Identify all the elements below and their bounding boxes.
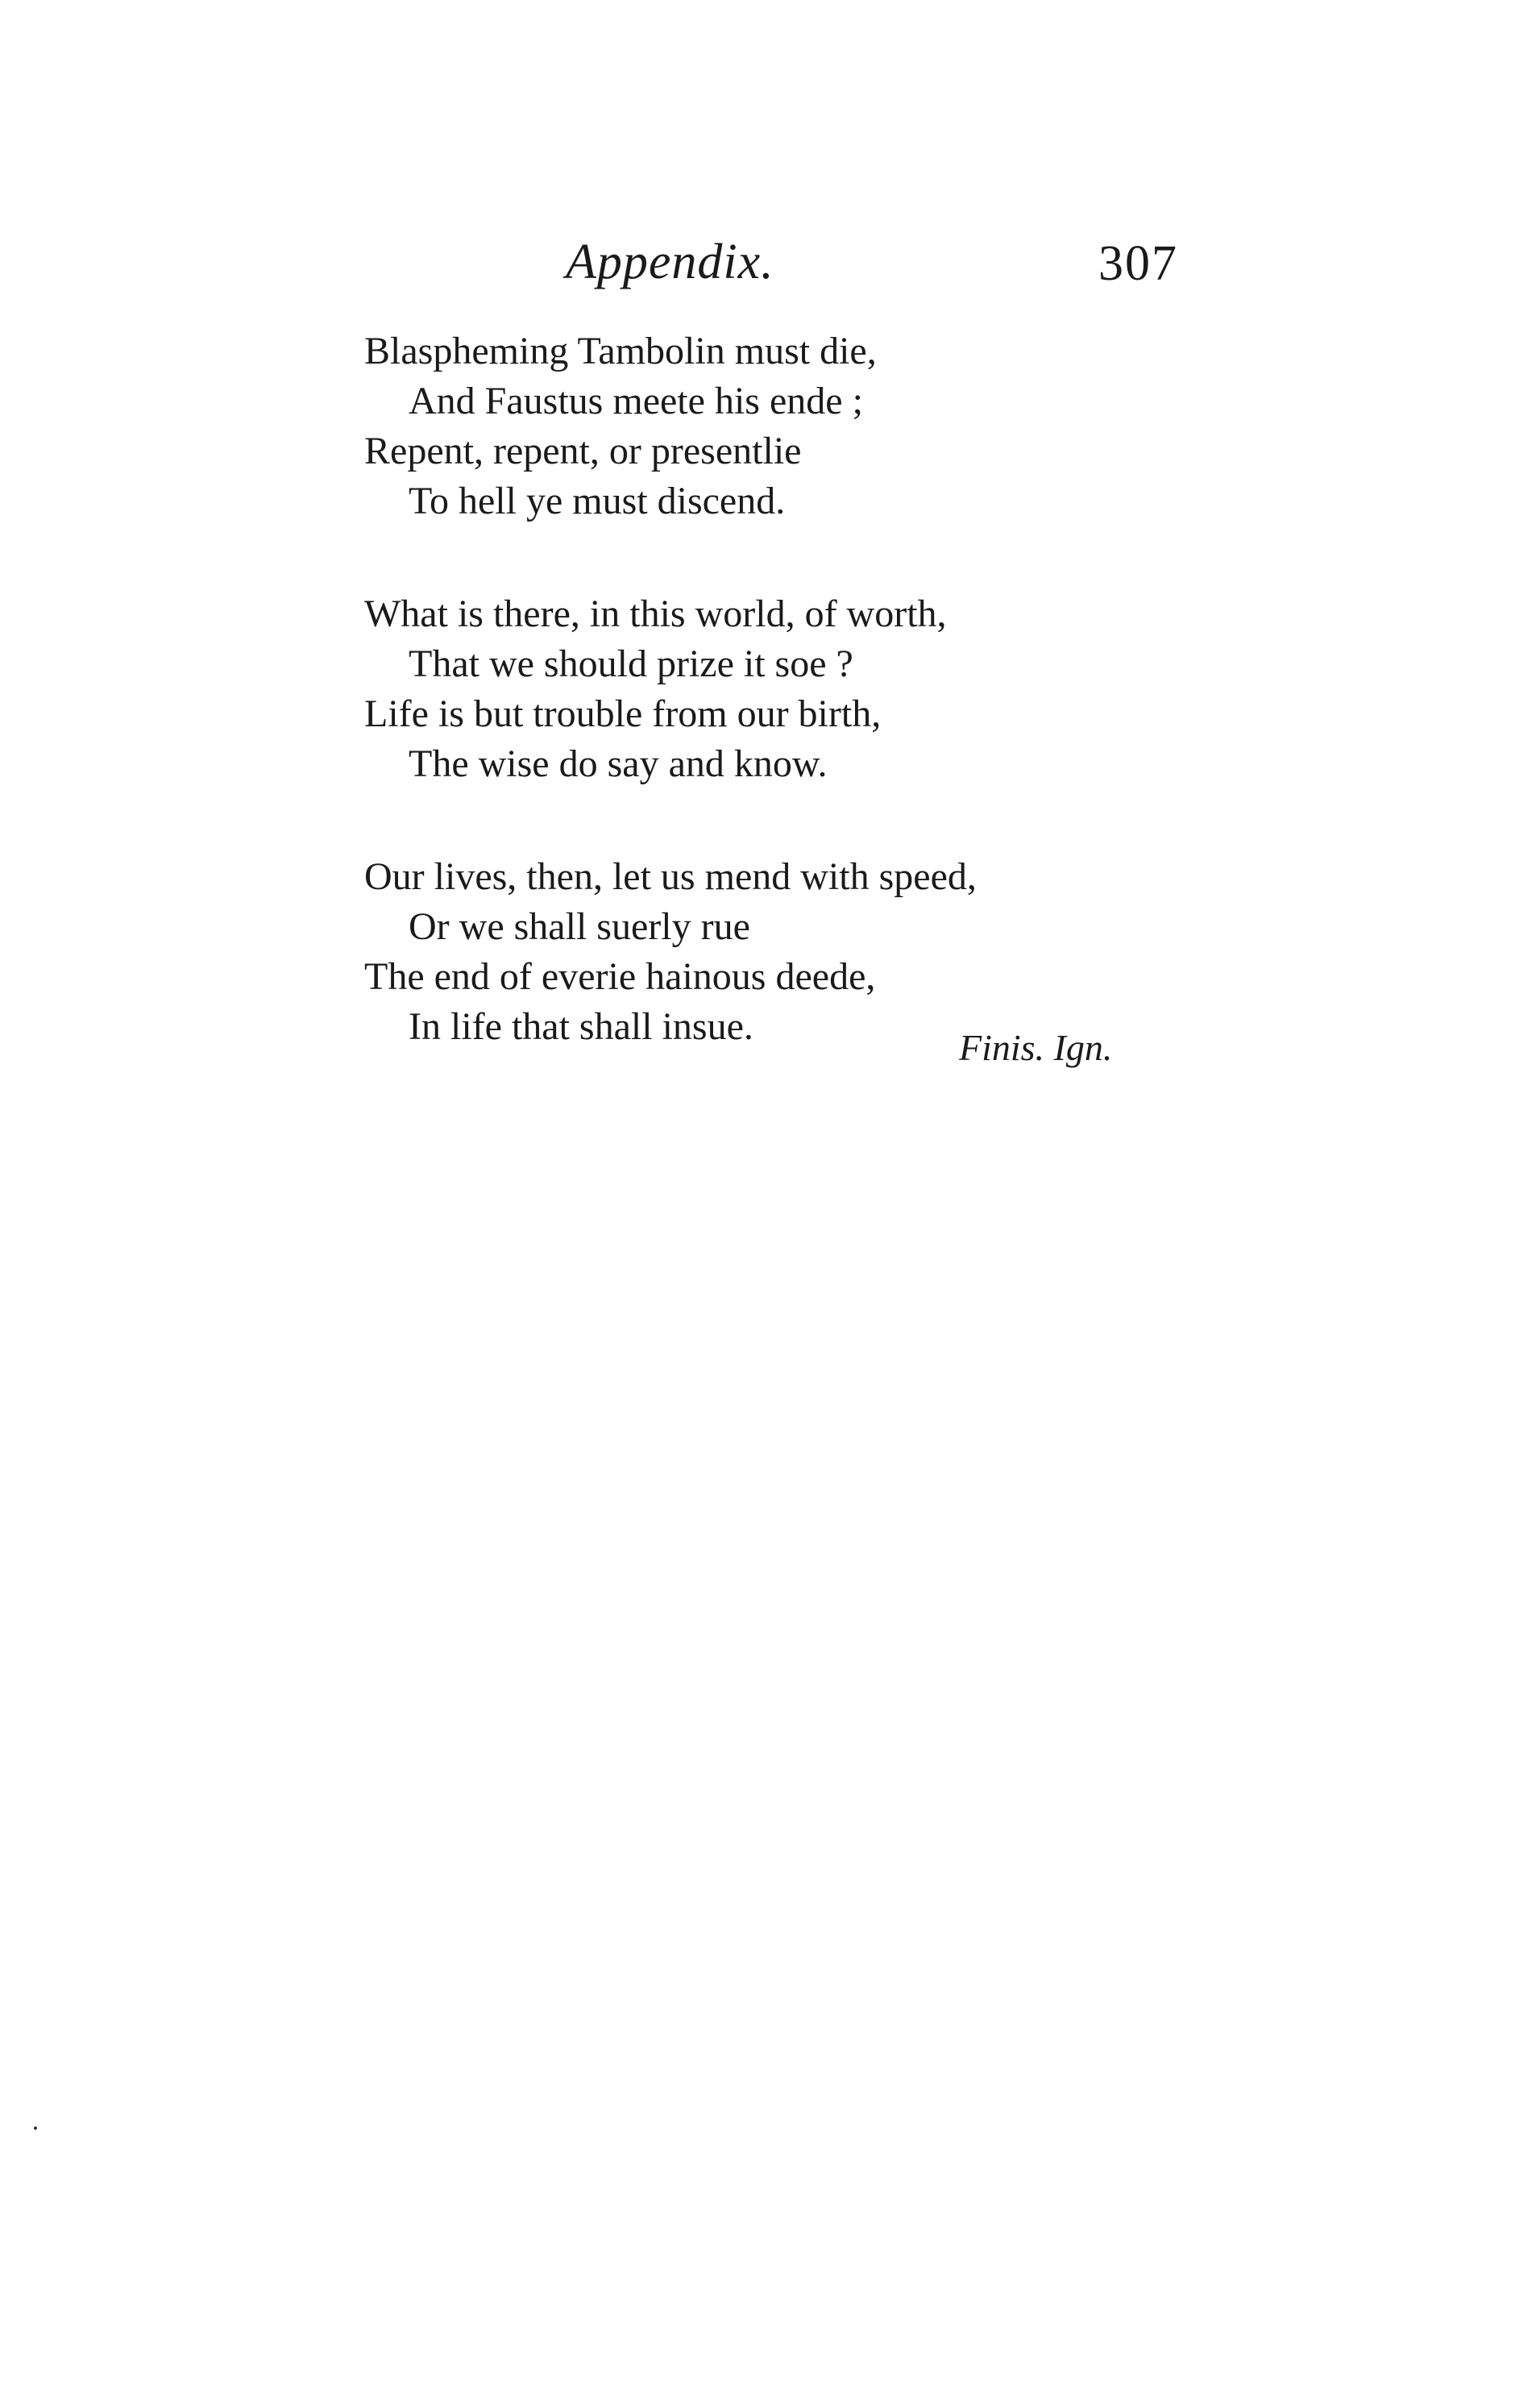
colophon: Finis. Ign. (959, 1027, 1113, 1068)
stanza-1 (364, 326, 1178, 526)
poem-line: The wise do say and know. (409, 742, 828, 785)
stanza-3 (364, 852, 1178, 1052)
poem-line: Blaspheming Tambolin must die, (364, 330, 877, 372)
poem-line: In life that shall insue. (409, 1005, 753, 1048)
poem-line: That we should prize it soe ? (409, 642, 853, 685)
stanza-2 (364, 589, 1178, 789)
poem-line: Our lives, then, let us mend with speed, (364, 855, 977, 898)
poem (364, 326, 1178, 1115)
page-number: 307 (1098, 236, 1178, 291)
poem-line: The end of everie hainous deede, (364, 955, 876, 998)
poem-line: What is there, in this world, of worth, (364, 592, 947, 635)
poem-line: Life is but trouble from our birth, (364, 692, 882, 735)
running-title: Appendix. (566, 235, 774, 289)
poem-line: Repent, repent, or presentlie (364, 430, 802, 472)
poem-line: And Faustus meete his ende ; (409, 380, 863, 422)
print-speck (34, 2127, 37, 2130)
running-head (364, 234, 1178, 298)
poem-line: Or we shall suerly rue (409, 905, 750, 948)
poem-line: To hell ye must discend. (409, 480, 786, 522)
